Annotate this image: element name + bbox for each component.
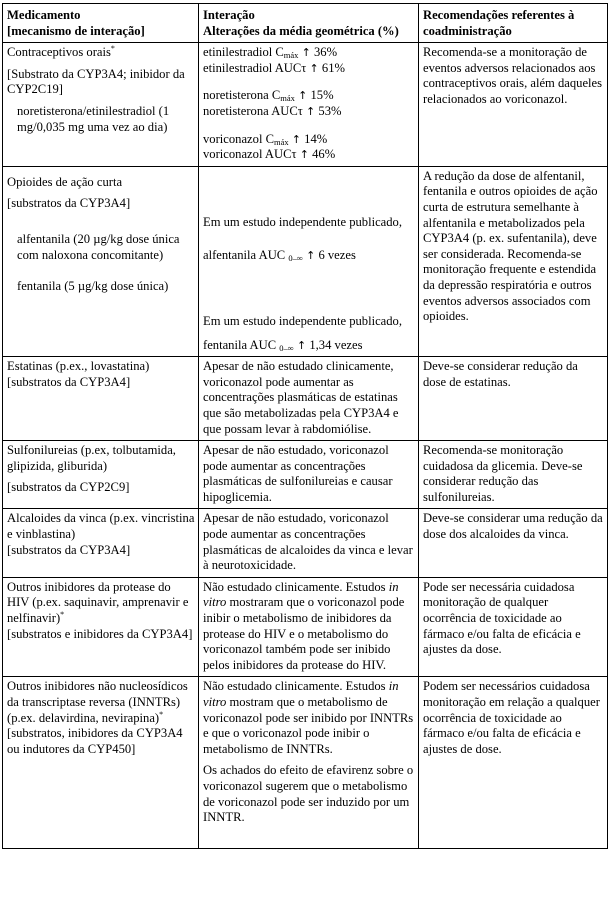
- interaction-cell: [199, 677, 419, 849]
- interaction-line: etinilestradiol AUCτ ↑ 61%: [203, 60, 345, 75]
- table-row: [3, 577, 608, 677]
- drug-name: Alcaloides da vinca (p.ex. vincristina e vinblastina): [7, 511, 195, 542]
- drug-name: Contraceptivos orais: [7, 45, 111, 60]
- drug-mechanism: [substratos, inibidores da CYP3A4 ou indutores da CYP450]: [7, 726, 183, 756]
- table-row: [3, 677, 608, 849]
- drug-mechanism: [substratos da CYP3A4]: [7, 542, 131, 557]
- interaction-cell: [199, 357, 419, 441]
- header-coadministracao-label: coadministração: [423, 23, 512, 38]
- table-row: [3, 357, 608, 441]
- drug-mechanism: [substratos da CYP3A4]: [7, 196, 131, 211]
- drug-dose: fentanila (5 µg/kg dose única): [17, 279, 169, 294]
- header-recomendacoes: [419, 4, 608, 43]
- drug-mechanism: [substratos da CYP3A4]: [7, 374, 131, 389]
- drug-dose: noretisterona/etinilestradiol (1 mg/0,035 mg uma vez ao dia): [17, 103, 170, 134]
- recommendation-cell: [419, 677, 608, 849]
- recommendation-cell: [419, 441, 608, 509]
- drug-cell: [3, 441, 199, 509]
- interaction-line: fentanila AUC $_{0-\infty}$ ↑ 1,34 vezes: [203, 337, 363, 353]
- recommendation-text: Podem ser necessários cuidadosa monitoração em relação a qualquer ocorrência de toxicidade ao fármaco e/ou falta de eficácia e ajustes de dose.: [423, 679, 600, 756]
- drug-name: Sulfonilureias (p.ex, tolbutamida, glipizida, gliburida): [7, 443, 176, 473]
- drug-cell: [3, 357, 199, 441]
- recommendation-cell: [419, 166, 608, 356]
- drug-cell: [3, 43, 199, 167]
- interaction-line: etinilestradiol $C_{máx}$ ↑ 36%: [203, 45, 338, 61]
- arrow-up-icon: ↑: [298, 89, 308, 103]
- interaction-cell: [199, 166, 419, 356]
- footnote-mark: *: [159, 709, 164, 719]
- recommendation-text: Recomenda-se a monitoração de eventos adversos relacionados aos contraceptivos orais, além daqueles relacionados ao voriconazol.: [423, 45, 603, 106]
- header-interacao: [199, 4, 419, 43]
- interaction-cell: [199, 43, 419, 167]
- table-row: [3, 43, 608, 167]
- arrow-up-icon: ↑: [309, 61, 319, 75]
- interaction-cell: [199, 509, 419, 577]
- arrow-up-icon: ↑: [306, 104, 316, 118]
- table-header-row: [3, 4, 608, 43]
- interaction-table: [2, 3, 608, 849]
- interaction-line: noretisterona AUCτ ↑ 53%: [203, 103, 342, 118]
- recommendation-cell: [419, 43, 608, 167]
- drug-name: Outros inibidores da protease do HIV (p.ex. saquinavir, amprenavir e nelfinavir): [7, 579, 189, 626]
- interaction-line: alfentanila AUC $_{0-\infty}$ ↑ 6 vezes: [203, 248, 356, 264]
- recommendation-text: Deve-se considerar uma redução da dose dos alcaloides da vinca.: [423, 511, 603, 542]
- interaction-cell: [199, 577, 419, 677]
- interaction-line: noretisterona $C_{máx}$ ↑ 15%: [203, 88, 334, 104]
- table-row: [3, 509, 608, 577]
- header-medicamento-label: Medicamento: [7, 8, 81, 22]
- arrow-up-icon: ↑: [296, 338, 307, 352]
- drug-cell: [3, 677, 199, 849]
- study-note: Em um estudo independente publicado,: [203, 214, 403, 229]
- interaction-text: Não estudado clinicamente. Estudos in vitro mostraram que o voriconazol pode inibir o metabolismo de inibidores da protease do HIV e o metabolismo do voriconazol também pode ser inibido pelos inibidores da protease do HIV.: [203, 579, 405, 672]
- footnote-mark: *: [110, 44, 115, 53]
- recommendation-text: Recomenda-se monitoração cuidadosa da glicemia. Deve-se considerar redução das sulfonilureias.: [423, 443, 583, 504]
- drug-dose: alfentanila (20 µg/kg dose única com naloxona concomitante): [17, 231, 180, 262]
- interaction-text: Não estudado clinicamente. Estudos in vitro mostram que o metabolismo de voriconazol pode ser inibido por INNTRs e que o voriconazol pode inibir o metabolismo de INNTRs.: [203, 679, 414, 756]
- interaction-line: voriconazol AUCτ ↑ 46%: [203, 147, 336, 162]
- arrow-up-icon: ↑: [291, 132, 302, 146]
- interaction-text: Apesar de não estudado clinicamente, voriconazol pode aumentar as concentrações plasmáticas de estatinas que são metabolizadas pela CYP3A4 e que possam levar à rabdomiólise.: [203, 359, 399, 436]
- header-alteracoes-label: Alterações da média geométrica (%): [203, 23, 399, 38]
- drug-mechanism: [Substrato da CYP3A4; inibidor da CYP2C19]: [7, 66, 185, 97]
- recommendation-text: Pode ser necessária cuidadosa monitoração de qualquer ocorrência de toxicidade ao fármaco e/ou falta de eficácia e ajustes da dose.: [423, 579, 581, 657]
- table-row: [3, 441, 608, 509]
- header-recomendacoes-label: Recomendações referentes à: [423, 8, 575, 22]
- interaction-text: Os achados do efeito de efavirenz sobre o voriconazol sugerem que o metabolismo de voriconazol pode ser induzido por um INNTR.: [203, 763, 414, 825]
- arrow-up-icon: ↑: [299, 148, 309, 162]
- header-interacao-label: Interação: [203, 8, 255, 22]
- recommendation-cell: [419, 509, 608, 577]
- interaction-text: Apesar de não estudado, voriconazol pode aumentar as concentrações plasmáticas de sulfonilureias e causar hipoglicemia.: [203, 443, 393, 504]
- arrow-up-icon: ↑: [306, 249, 316, 263]
- drug-cell: [3, 577, 199, 677]
- drug-name: Estatinas (p.ex., lovastatina): [7, 359, 150, 374]
- interaction-text: Apesar de não estudado, voriconazol pode aumentar as concentrações plasmáticas de alcaloides da vinca e levar à neurotoxicidade.: [203, 511, 413, 573]
- header-medicamento: [3, 4, 199, 43]
- recommendation-text: A redução da dose de alfentanil, fentanila e outros opioides de ação curta de estrutura semelhante à alfentanila e metabolizados pela CYP3A4 (p. ex. sufentanila), deve ser considerada. Recomenda-se monitoração frequente e estendida da depressão respiratória e outros eventos adversos associados com opioides.: [423, 168, 598, 324]
- recommendation-text: Deve-se considerar redução da dose de estatinas.: [423, 359, 578, 389]
- recommendation-cell: [419, 357, 608, 441]
- drug-name: Opioides de ação curta: [7, 174, 123, 189]
- drug-cell: [3, 509, 199, 577]
- footnote-mark: *: [60, 609, 65, 619]
- drug-mechanism: [substratos da CYP2C9]: [7, 480, 130, 495]
- header-mecanismo-label: [mecanismo de interação]: [7, 23, 145, 38]
- study-note: Em um estudo independente publicado,: [203, 313, 403, 328]
- table-row: [3, 166, 608, 356]
- arrow-up-icon: ↑: [301, 46, 311, 60]
- drug-name: Outros inibidores não nucleosídicos da transcriptase reversa (INNTRs) (p.ex. delavirdina, nevirapina): [7, 679, 188, 725]
- recommendation-cell: [419, 577, 608, 677]
- interaction-line: voriconazol $C_{máx}$ ↑ 14%: [203, 131, 328, 147]
- drug-mechanism: [substratos e inibidores da CYP3A4]: [7, 626, 193, 641]
- interaction-cell: [199, 441, 419, 509]
- drug-cell: [3, 166, 199, 356]
